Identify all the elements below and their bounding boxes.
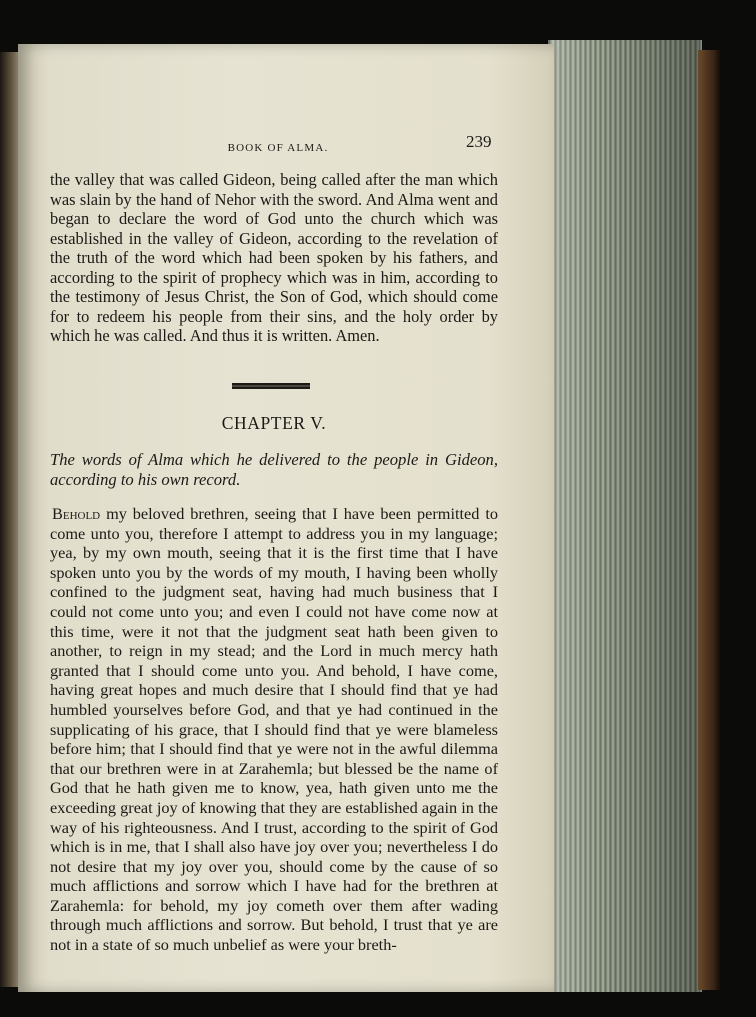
page-block-shade bbox=[548, 40, 700, 992]
book-cover-edge bbox=[698, 50, 720, 990]
opening-paragraph: the valley that was called Gideon, being called after the man which was slain by the hand of Nehor with the sword. And Alma went and began to declare the word of God unto the church which was established in the valley of Gideon, according to the revelation of the truth of the word which had been spoken by his fathers, and according to the spirit of prophecy which was in him, according to the testimony of Jesus Christ, the Son of God, which should come for to redeem his people from their sins, and the holy order by which he was called. And thus it is written. Amen. bbox=[50, 170, 498, 346]
page-number: 239 bbox=[466, 132, 492, 151]
opening-paragraph-block bbox=[50, 170, 498, 346]
book-page bbox=[18, 44, 554, 992]
lead-word: Behold bbox=[52, 504, 101, 523]
section-divider bbox=[232, 383, 310, 389]
chapter-body-text: my beloved brethren, seeing that I have been permitted to come unto you, therefore I attempt to address you in my language; yea, by my own mouth, seeing that it is the first time that I have spoken unto you by the words of my mouth, I having been wholly confined to the judgment seat, having had much business that I could not come unto you; and even I could not have come now at this time, were it not that the judgment seat hath been given to another, to reign in my stead; and the Lord in much mercy hath granted that I should come unto you. And behold, I have come, having great hopes and much desire that I should find that ye had humbled yourselves before God, and that ye had continued in the supplicating of his grace, that I should find that ye were blameless before him; that I should find that ye were not in the awful dilemma that our brethren were in at Zarahemla; but blessed be the name of God that he hath given me to know, yea, hath given unto me the exceeding great joy of knowing that they are established again in the way of his righteousness. And I trust, according to the spirit of God which is in me, that I shall also have joy over you; nevertheless I do not desire that my joy over you, should come by the cause of so much afflictions and sorrow which I have had for the brethren at Zarahemla: for behold, my joy cometh over them after wading through much afflictions and sorrow. But behold, I trust that ye are not in a state of so much unbelief as were your breth- bbox=[50, 504, 498, 955]
chapter-body bbox=[50, 504, 498, 955]
chapter-heading: CHAPTER V. bbox=[221, 413, 327, 433]
chapter-summary: The words of Alma which he delivered to the people in Gideon, according to his own record. bbox=[50, 450, 498, 489]
running-head: BOOK OF ALMA. bbox=[227, 142, 329, 154]
